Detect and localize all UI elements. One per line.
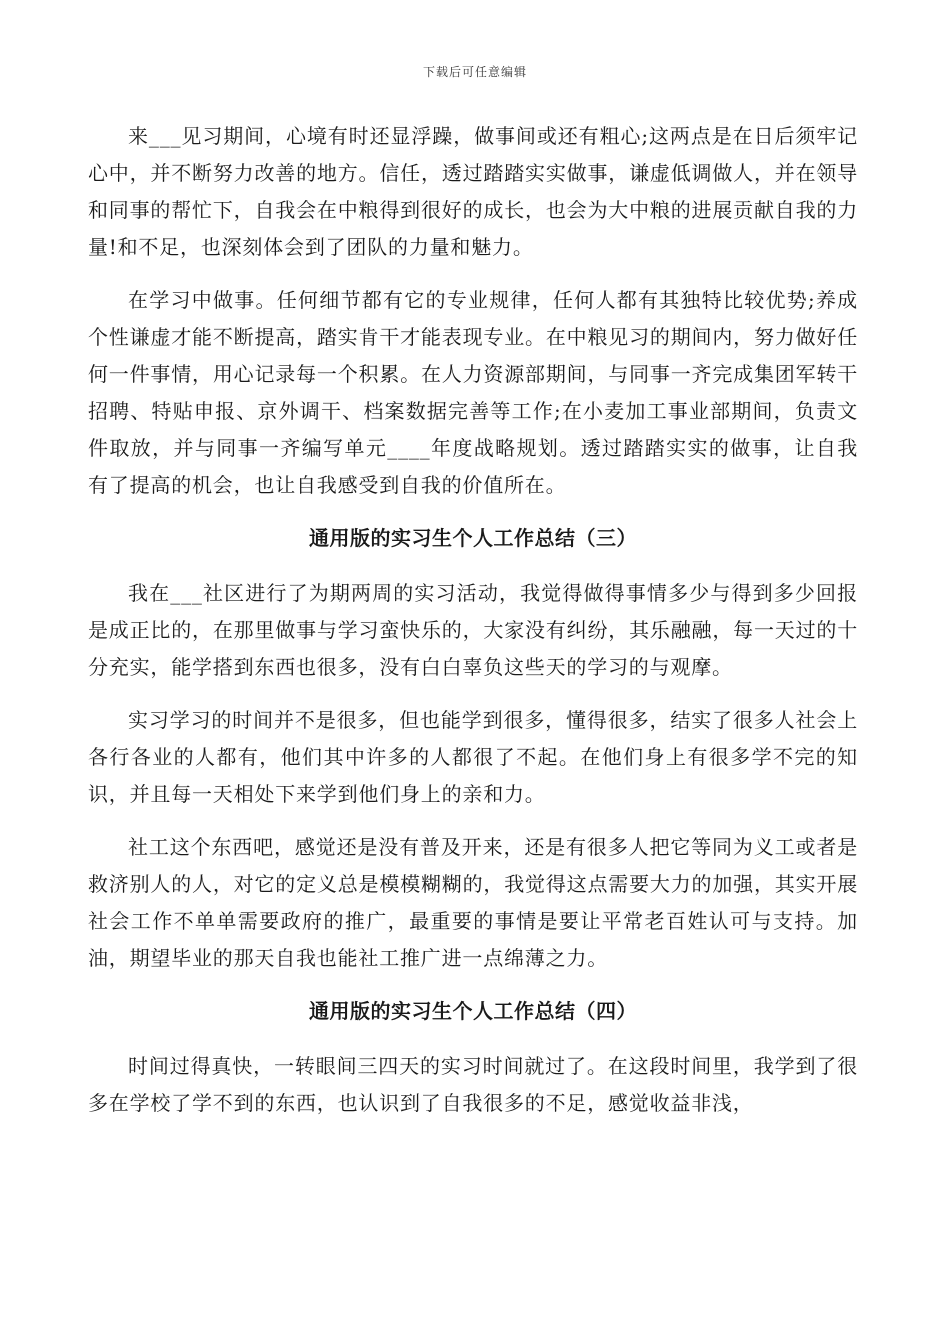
document-body bbox=[88, 118, 858, 1138]
section-4-title: 通用版的实习生个人工作总结（四） bbox=[309, 999, 637, 1023]
paragraph-1: 来___见习期间，心境有时还显浮躁，做事间或还有粗心;这两点是在日后须牢记心中，并不断努力改善的地方。信任，透过踏踏实实做事，谦虚低调做人，并在领导和同事的帮忙下，自我会在中粮得到很好的成长，也会为大中粮的进展贡献自我的力量!和不足，也深刻体会到了团队的力量和魅力。 bbox=[88, 124, 858, 259]
page-header: 下载后可任意编辑 bbox=[422, 65, 527, 79]
section-3-paragraph-1: 我在___社区进行了为期两周的实习活动，我觉得做得事情多少与得到多少回报是成正比的，在那里做事与学习蛮快乐的，大家没有纠纷，其乐融融，每一天过的十分充实，能学搭到东西也很多，没有白白辜负这些天的学习的与观摩。 bbox=[88, 581, 858, 679]
section-4-paragraph-1: 时间过得真快，一转眼间三四天的实习时间就过了。在这段时间里，我学到了很多在学校了学不到的东西，也认识到了自我很多的不足，感觉收益非浅， bbox=[88, 1054, 858, 1115]
paragraph-2: 在学习中做事。任何细节都有它的专业规律，任何人都有其独特比较优势;养成个性谦虚才能不断提高，踏实肯干才能表现专业。在中粮见习的期间内，努力做好任何一件事情，用心记录每一个积累。在人力资源部期间，与同事一齐完成集团军转干招聘、特贴申报、京外调干、档案数据完善等工作;在小麦加工事业部期间，负责文件取放，并与同事一齐编写单元____年度战略规划。透过踏踏实实的做事，让自我有了提高的机会，也让自我感受到自我的价值所在。 bbox=[88, 288, 858, 497]
section-3-paragraph-3: 社工这个东西吧，感觉还是没有普及开来，还是有很多人把它等同为义工或者是救济别人的人，对它的定义总是模模糊糊的，我觉得这点需要大力的加强，其实开展社会工作不单单需要政府的推广，最重要的事情是要让平常老百姓认可与支持。加油，期望毕业的那天自我也能社工推广进一点绵薄之力。 bbox=[88, 835, 858, 970]
section-3-paragraph-2: 实习学习的时间并不是很多，但也能学到很多，懂得很多，结实了很多人社会上各行各业的人都有，他们其中许多的人都很了不起。在他们身上有很多学不完的知识，并且每一天相处下来学到他们身上的亲和力。 bbox=[88, 708, 858, 806]
section-3-title: 通用版的实习生个人工作总结（三） bbox=[309, 526, 637, 550]
